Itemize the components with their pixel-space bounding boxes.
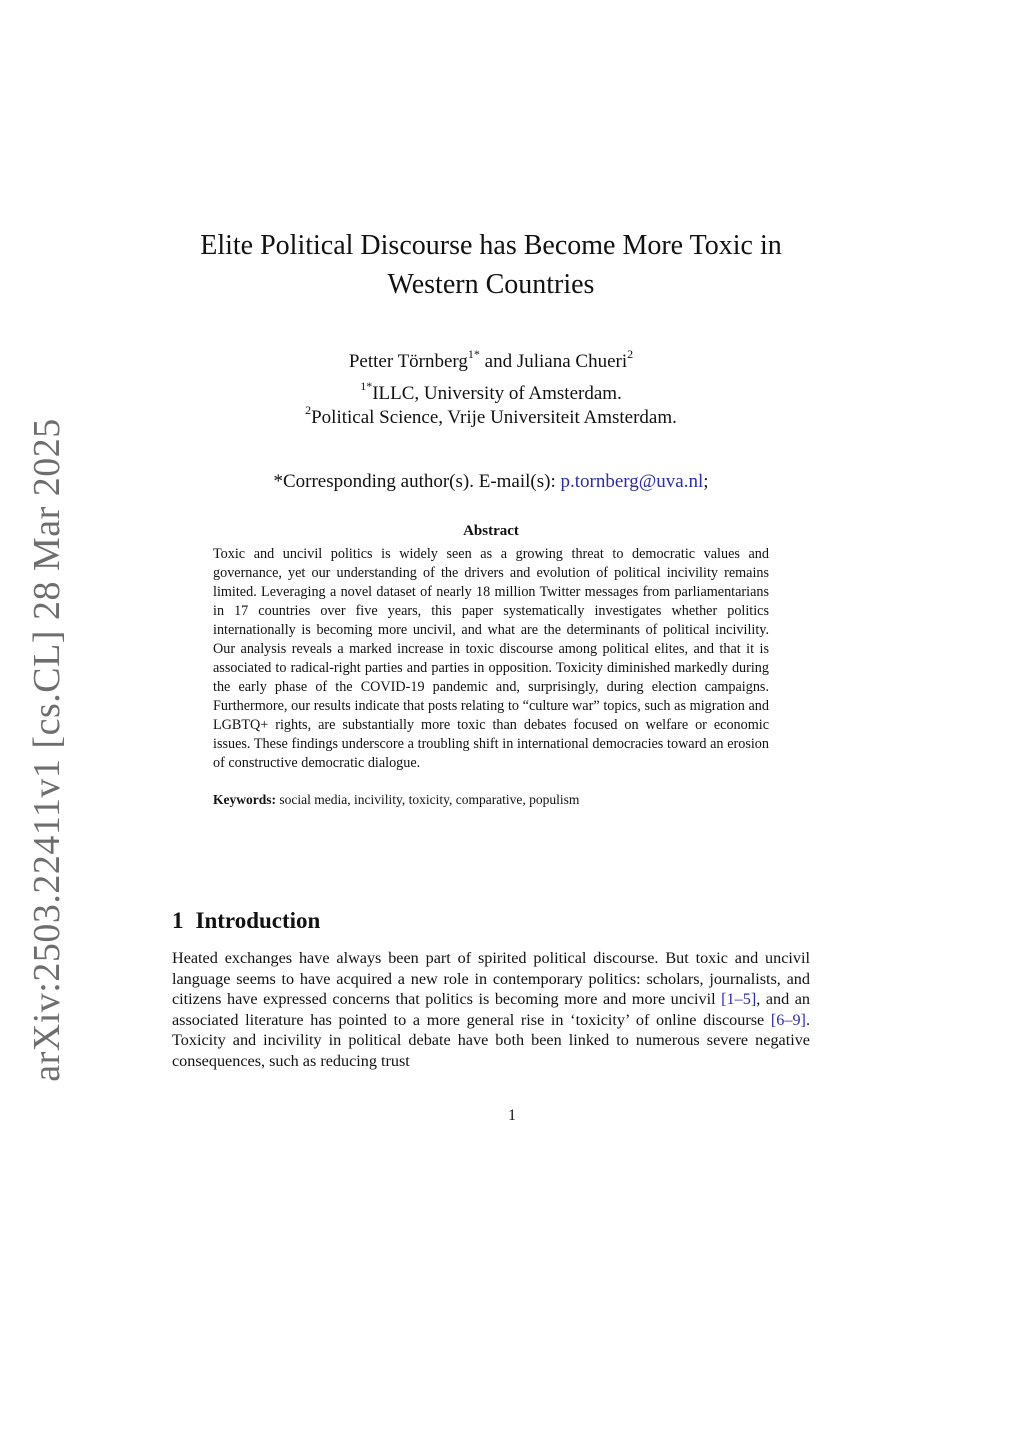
citation-link-1[interactable]: [1–5]: [721, 990, 757, 1009]
corresponding-prefix: *Corresponding author(s). E-mail(s):: [273, 471, 561, 492]
abstract-heading: Abstract: [463, 523, 519, 539]
author-name-1: Petter Törnberg: [348, 351, 468, 372]
section-number: 1: [172, 908, 184, 933]
section-title: Introduction: [195, 908, 321, 933]
introduction-paragraph: [172, 948, 810, 1072]
affiliation-1: [172, 378, 810, 406]
keywords-text: social media, incivility, toxicity, comparative, populism: [276, 792, 580, 807]
intro-text-part-1: Heated exchanges have always been part of spirited political discourse. But toxic and uncivil language seems to have acquired a new role in contemporary politics: scholars, journalists, and citizens have expressed concerns that politics is becoming more and more uncivil: [172, 949, 810, 1009]
citation-link-2[interactable]: [6–9]: [770, 1010, 806, 1029]
intro-text-part-3: . Toxicity and incivility in political debate have both been linked to numerous severe negative consequences, such as reducing trust: [172, 1010, 810, 1070]
email-link[interactable]: p.tornberg@uva.nl: [560, 471, 704, 492]
title-line-2: Western Countries: [387, 269, 595, 300]
corresponding-suffix: ;: [703, 471, 709, 492]
paper-title: [172, 226, 810, 304]
affiliation-2: [172, 402, 810, 430]
page-number: 1: [508, 1107, 516, 1124]
affiliation-2-mark: 2: [305, 402, 312, 417]
affiliation-2-text: Political Science, Vrije Universiteit Amsterdam.: [311, 407, 677, 428]
intro-text-part-2: , and an associated literature has pointed to a more general rise in ‘toxicity’ of online discourse: [172, 990, 810, 1029]
abstract-block: [213, 521, 769, 809]
title-line-1: Elite Political Discourse has Become More Toxic in: [200, 230, 782, 261]
author-1-affiliation-mark: 1*: [467, 346, 480, 361]
keywords-label: Keywords:: [213, 792, 276, 807]
introduction-section: [172, 906, 810, 1072]
author-2-affiliation-mark: 2: [627, 346, 634, 361]
arxiv-identifier-stamp: arXiv:2503.22411v1 [cs.CL] 28 Mar 2025: [26, 418, 68, 1082]
abstract-text: Toxic and uncivil politics is widely seen as a growing threat to democratic values and governance, yet our understanding of the drivers and evolution of political incivility remains limited. Leveraging a novel dataset of nearly 18 million Twitter messages from parliamentarians in 17 countries over five years, this paper systematically investigates whether politics internationally is becoming more uncivil, and what are the determinants of political incivility. Our analysis reveals a marked increase in toxic discourse among political elites, and that it is associated to radical-right parties and parties in opposition. Toxicity diminished markedly during the early phase of the COVID-19 pandemic and, surprisingly, during election campaigns. Furthermore, our results indicate that posts relating to “culture war” topics, such as migration and LGBTQ+ rights, are substantially more toxic than debates focused on welfare or economic issues. These findings underscore a troubling shift in international democracies toward an erosion of constructive democratic dialogue.: [213, 546, 769, 771]
affiliation-1-text: ILLC, University of Amsterdam.: [372, 383, 622, 404]
affiliation-1-mark: 1*: [360, 378, 373, 393]
author-name-2: Juliana Chueri: [516, 351, 628, 372]
keywords-line: [213, 791, 769, 809]
author-connector: and: [479, 351, 517, 372]
title-block: [172, 226, 810, 494]
section-heading: [172, 906, 810, 936]
author-list: [172, 346, 810, 374]
corresponding-author-line: [172, 470, 810, 494]
